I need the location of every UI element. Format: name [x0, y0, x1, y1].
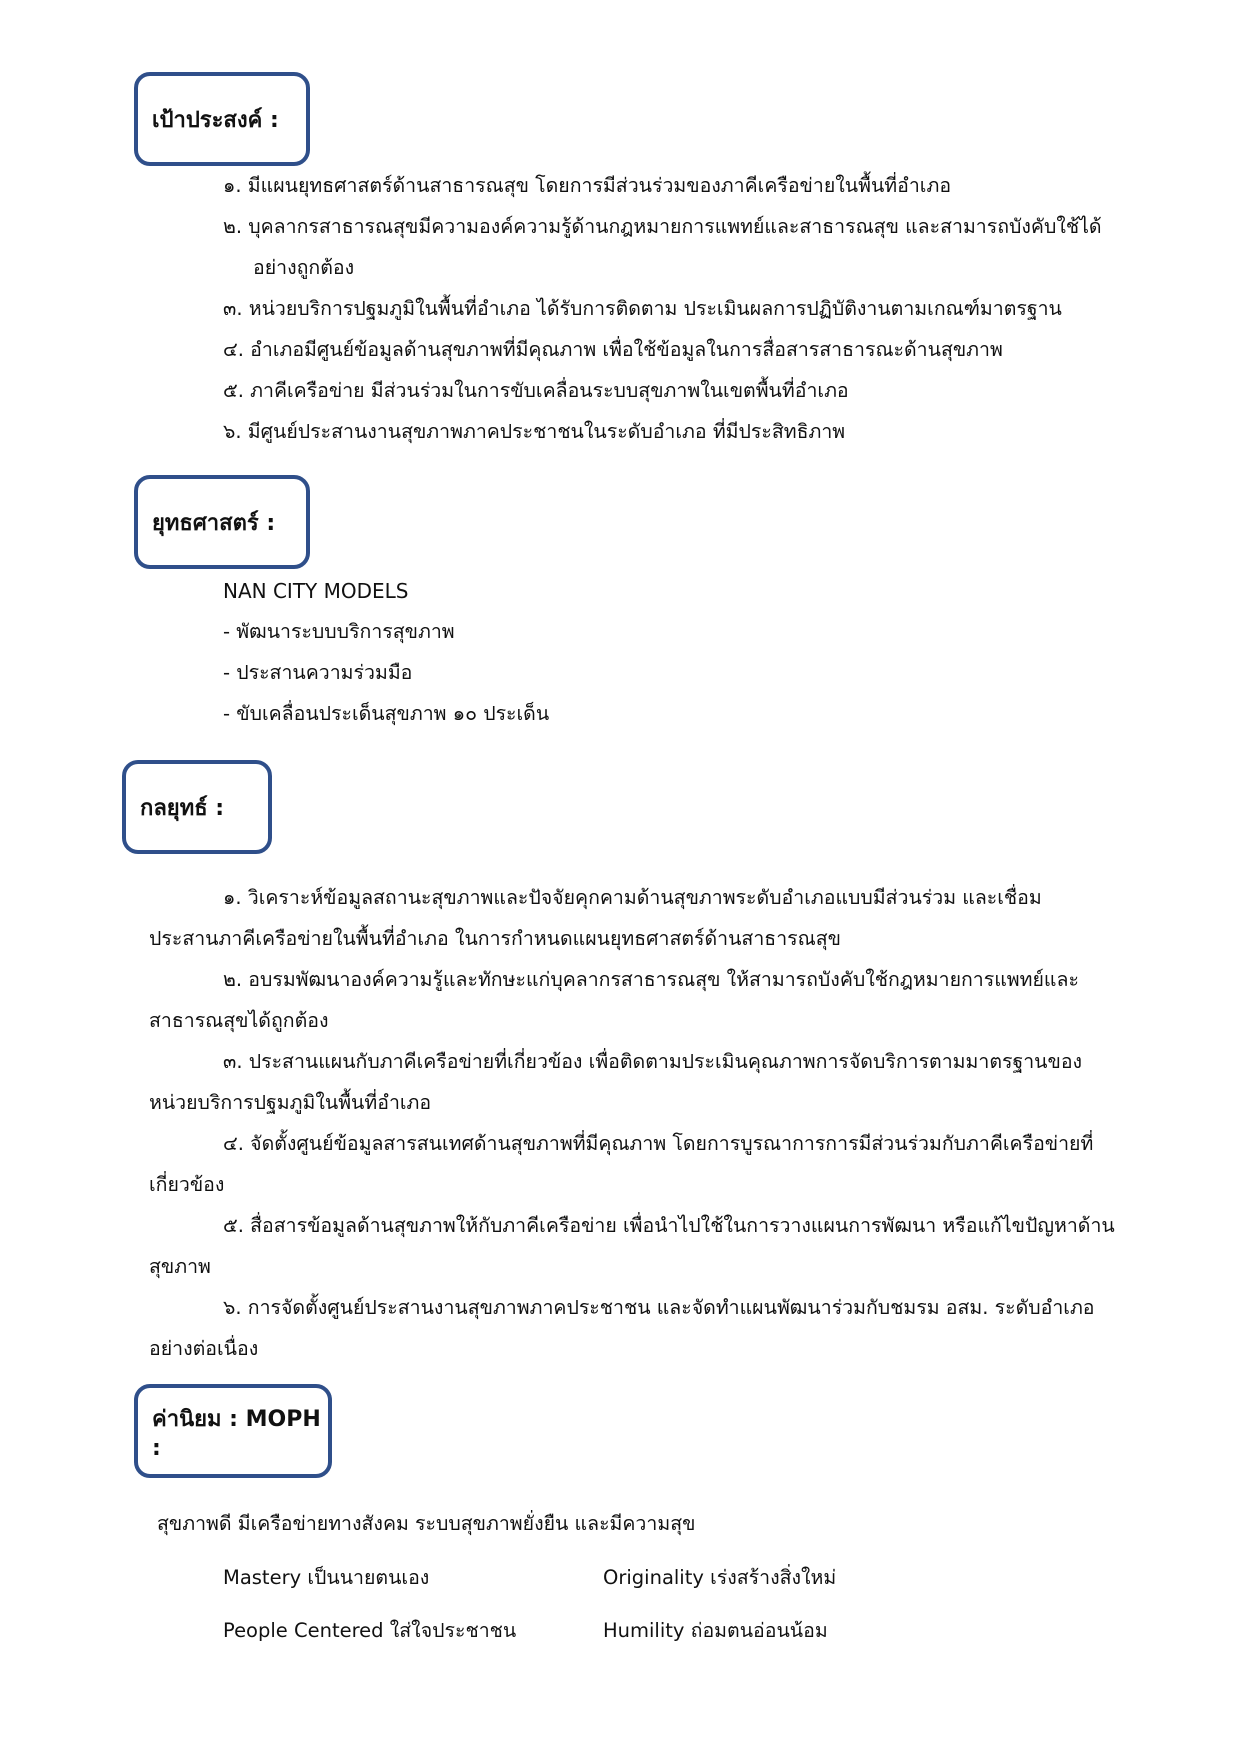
- value-item-mastery: Mastery เป็นนายตนเอง: [223, 1566, 430, 1589]
- tactic-item: ๖. การจัดตั้งศูนย์ประสานงานสุขภาพภาคประชาชน และจัดทำแผนพัฒนาร่วมกับชมรม อสม. ระดับอำเภอ: [223, 1296, 1095, 1319]
- tactic-item-continuation: หน่วยบริการปฐมภูมิในพื้นที่อำเภอ: [149, 1091, 432, 1114]
- objective-item: ๓. หน่วยบริการปฐมภูมิในพื้นที่อำเภอ ได้รับการติดตาม ประเมินผลการปฏิบัติงานตามเกณฑ์มาตรฐาน: [223, 297, 1062, 320]
- tactic-item-continuation: สาธารณสุขได้ถูกต้อง: [149, 1009, 329, 1032]
- strategy-item: - ประสานความร่วมมือ: [223, 661, 413, 684]
- objectives-heading: เป้าประสงค์ :: [152, 107, 279, 133]
- strategy-model: NAN CITY MODELS: [223, 579, 409, 603]
- tactic-item-continuation: ประสานภาคีเครือข่ายในพื้นที่อำเภอ ในการกำหนดแผนยุทธศาสตร์ด้านสาธารณสุข: [149, 927, 841, 950]
- values-intro: สุขภาพดี มีเครือข่ายทางสังคม ระบบสุขภาพยั่งยืน และมีความสุข: [157, 1512, 696, 1535]
- tactic-item: ๑. วิเคราะห์ข้อมูลสถานะสุขภาพและปัจจัยคุกคามด้านสุขภาพระดับอำเภอแบบมีส่วนร่วม และเชื่อม: [223, 886, 1042, 909]
- objective-item: ๔. อำเภอมีศูนย์ข้อมูลด้านสุขภาพที่มีคุณภาพ เพื่อใช้ข้อมูลในการสื่อสารสาธารณะด้านสุขภาพ: [223, 338, 1003, 361]
- tactics-heading: กลยุทธ์ :: [140, 795, 225, 821]
- objectives-heading-box: [134, 72, 310, 166]
- value-item-people-centered: People Centered ใส่ใจประชาชน: [223, 1619, 517, 1642]
- objective-item: ๖. มีศูนย์ประสานงานสุขภาพภาคประชาชนในระดับอำเภอ ที่มีประสิทธิภาพ: [223, 420, 846, 443]
- strategy-item: - พัฒนาระบบบริการสุขภาพ: [223, 620, 455, 643]
- tactic-item: ๓. ประสานแผนกับภาคีเครือข่ายที่เกี่ยวข้อง เพื่อติดตามประเมินคุณภาพการจัดบริการตามมาตรฐานของ: [223, 1050, 1083, 1073]
- strategy-heading-box: [134, 475, 310, 569]
- objective-item: ๕. ภาคีเครือข่าย มีส่วนร่วมในการขับเคลื่อนระบบสุขภาพในเขตพื้นที่อำเภอ: [223, 379, 849, 402]
- values-heading-box: [134, 1384, 332, 1478]
- tactic-item: ๒. อบรมพัฒนาองค์ความรู้และทักษะแก่บุคลากรสาธารณสุข ให้สามารถบังคับใช้กฎหมายการแพทย์และ: [223, 968, 1079, 991]
- objective-item: ๒. บุคลากรสาธารณสุขมีความองค์ความรู้ด้านกฎหมายการแพทย์และสาธารณสุข และสามารถบังคับใช้ได้: [223, 215, 1102, 238]
- tactic-item-continuation: เกี่ยวข้อง: [149, 1173, 225, 1196]
- tactics-heading-box: [122, 760, 272, 854]
- tactic-item-continuation: สุขภาพ: [149, 1255, 211, 1278]
- strategy-item: - ขับเคลื่อนประเด็นสุขภาพ ๑๐ ประเด็น: [223, 702, 550, 725]
- objective-item: ๑. มีแผนยุทธศาสตร์ด้านสาธารณสุข โดยการมีส่วนร่วมของภาคีเครือข่ายในพื้นที่อำเภอ: [223, 174, 952, 197]
- value-item-humility: Humility ถ่อมตนอ่อนน้อม: [603, 1619, 828, 1642]
- value-item-originality: Originality เร่งสร้างสิ่งใหม่: [603, 1566, 837, 1589]
- tactic-item: ๕. สื่อสารข้อมูลด้านสุขภาพให้กับภาคีเครือข่าย เพื่อนำไปใช้ในการวางแผนการพัฒนา หรือแก้ไขปัญหาด้าน: [223, 1214, 1115, 1237]
- tactic-item: ๔. จัดตั้งศูนย์ข้อมูลสารสนเทศด้านสุขภาพที่มีคุณภาพ โดยการบูรณาการการมีส่วนร่วมกับภาคีเครือข่ายที่: [223, 1132, 1094, 1155]
- strategy-heading: ยุทธศาสตร์ :: [152, 510, 276, 536]
- values-heading: ค่านิยม : MOPH :: [152, 1407, 321, 1461]
- objective-item-continuation: อย่างถูกต้อง: [253, 256, 355, 279]
- tactic-item-continuation: อย่างต่อเนื่อง: [149, 1337, 259, 1360]
